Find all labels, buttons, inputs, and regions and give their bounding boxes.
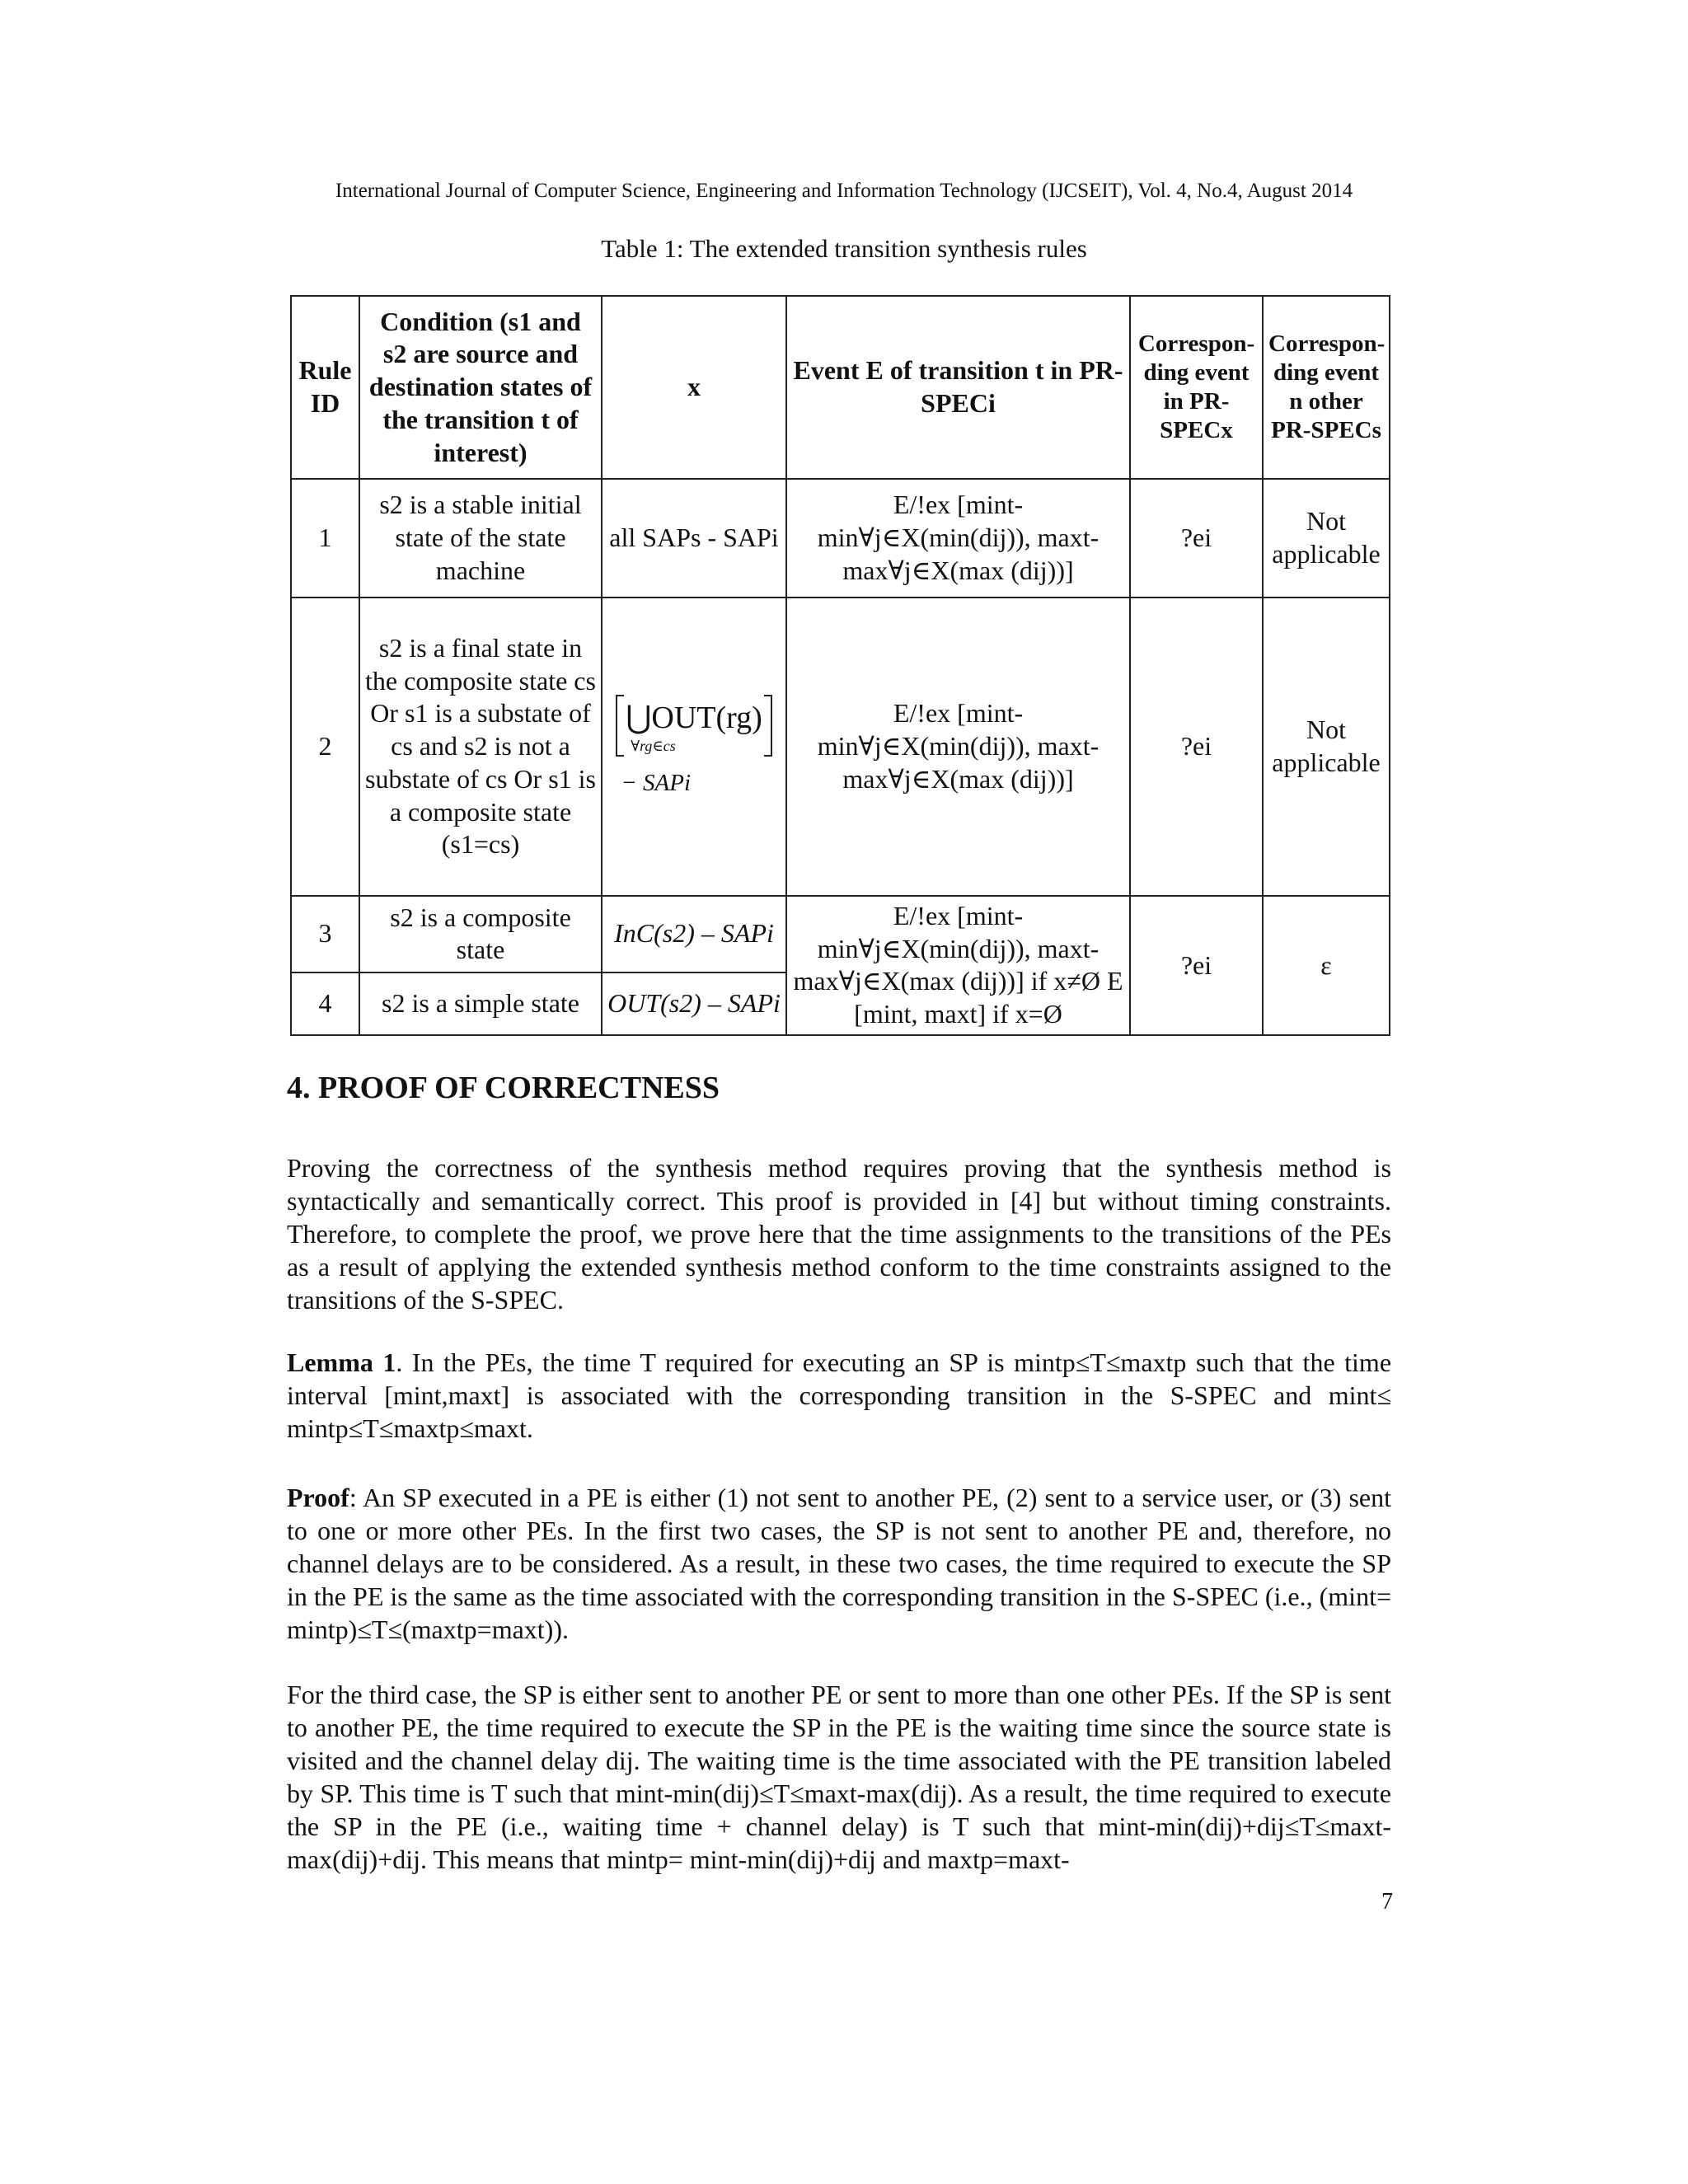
- union-subscript: ∀rg∈cs: [631, 737, 676, 754]
- lemma-label: Lemma 1: [287, 1347, 396, 1377]
- cell-rule-id: 2: [291, 598, 359, 896]
- header-event: Event E of transition t in PR-SPECi: [786, 296, 1130, 479]
- section-number: 4.: [287, 1071, 311, 1105]
- header-x: x: [602, 296, 786, 479]
- table-row: [291, 479, 1390, 598]
- cell-event: E/!ex [mint-min∀j∈X(min(dij)), maxt-max∀j∈X(max (dij))] if x≠Ø E [mint, maxt] if x=Ø: [786, 896, 1130, 1035]
- table-caption: Table 1: The extended transition synthesis rules: [601, 234, 1087, 263]
- cell-corr-other: ε: [1263, 896, 1390, 1035]
- union-symbol: ⋃OUT(rg): [626, 700, 762, 735]
- paragraph-intro: Proving the correctness of the synthesis method requires proving that the synthesis method is syntactically and semantically correct. This proof is provided in [4] but without timing constraints. Therefore, to complete the proof, we prove here that the time assignments to the transitions of the PEs as a result of applying the extended synthesis method conform to the time constraints assigned to the transitions of the S-SPEC.: [287, 1153, 1391, 1315]
- paragraph-proof: Proof: An SP executed in a PE is either (1) not sent to another PE, (2) sent to a service user, or (3) sent to one or more other PEs. In the first two cases, the SP is not sent to another PE and, therefore, no channel delays are to be considered. As a result, in these two cases, the time required to execute the SP in the PE is the same as the time associated with the corresponding transition in the S-SPEC (i.e., (mint= mintp)≤T≤(maxtp=maxt)).: [287, 1483, 1391, 1644]
- cell-event: E/!ex [mint-min∀j∈X(min(dij)), maxt-max∀j∈X(max (dij))]: [786, 479, 1130, 598]
- cell-condition: s2 is a final state in the composite state cs Or s1 is a substate of cs and s2 is not a substate of cs Or s1 is a composite state (s1=cs): [359, 598, 602, 896]
- header-corr-x: Correspon-ding event in PR-SPECx: [1130, 296, 1263, 479]
- paragraph-third-case: For the third case, the SP is either sent to another PE or sent to more than one other PEs. If the SP is sent to another PE, the time required to execute the SP in the PE is the waiting time since the source state is visited and the channel delay dij. The waiting time is the time associated with the PE transition labeled by SP. This time is T such that mint-min(dij)≤T≤maxt-max(dij). As a result, the time required to execute the SP in the PE (i.e., waiting time + channel delay) is T such that mint-min(dij)+dij≤T≤maxt-max(dij)+dij. This means that mintp= mint-min(dij)+dij and maxtp=maxt-: [287, 1680, 1391, 1874]
- cell-condition: s2 is a simple state: [359, 972, 602, 1035]
- lemma-text: In the PEs, the time T required for executing an SP is mintp≤T≤maxtp such that the time interval [mint,maxt] is associated with the corresponding transition in the S-SPEC and mint≤ mintp≤T≤maxtp≤maxt.: [287, 1347, 1392, 1443]
- synthesis-rules-table: [290, 295, 1390, 1036]
- table-row: [291, 598, 1390, 896]
- cell-x: InC(s2) – SAPi: [602, 896, 786, 972]
- union-tail: − SAPi: [621, 770, 692, 797]
- bracket: [616, 695, 772, 757]
- cell-corr-other: Not applicable: [1263, 479, 1390, 598]
- cell-rule-id: 4: [291, 972, 359, 1035]
- header-rule-id: Rule ID: [291, 296, 359, 479]
- running-header: International Journal of Computer Science, Engineering and Information Technology (IJCSEIT), Vol. 4, No.4, August 2014: [335, 180, 1353, 202]
- cell-rule-id: 3: [291, 896, 359, 972]
- section-title: PROOF OF CORRECTNESS: [318, 1071, 720, 1105]
- union-expression: [616, 695, 772, 798]
- cell-x: OUT(s2) – SAPi: [602, 972, 786, 1035]
- cell-corr-x: ?ei: [1130, 896, 1263, 1035]
- table-header-row: [291, 296, 1390, 479]
- cell-corr-x: ?ei: [1130, 479, 1263, 598]
- header-corr-other: Correspon-ding event n other PR-SPECs: [1263, 296, 1390, 479]
- cell-x: all SAPs - SAPi: [602, 479, 786, 598]
- cell-corr-x: ?ei: [1130, 598, 1263, 896]
- page-number: 7: [1381, 1889, 1393, 1915]
- cell-rule-id: 1: [291, 479, 359, 598]
- cell-condition: s2 is a stable initial state of the state machine: [359, 479, 602, 598]
- proof-label: Proof: [287, 1483, 349, 1512]
- cell-condition: s2 is a composite state: [359, 896, 602, 972]
- section-heading: [287, 1070, 720, 1106]
- header-condition: Condition (s1 and s2 are source and destination states of the transition t of interest): [359, 296, 602, 479]
- cell-corr-other: Not applicable: [1263, 598, 1390, 896]
- cell-event: E/!ex [mint-min∀j∈X(min(dij)), maxt-max∀j∈X(max (dij))]: [786, 598, 1130, 896]
- table-row: [291, 896, 1390, 972]
- paragraph-lemma: Lemma 1. In the PEs, the time T required for executing an SP is mintp≤T≤maxtp such that the time interval [mint,maxt] is associated with the corresponding transition in the S-SPEC and mint≤ mintp≤T≤maxtp≤maxt.: [287, 1347, 1392, 1443]
- proof-text: An SP executed in a PE is either (1) not sent to another PE, (2) sent to a service user, or (3) sent to one or more other PEs. In the first two cases, the SP is not sent to another PE and, therefore, no channel delays are to be considered. As a result, in these two cases, the time required to execute the SP in the PE is the same as the time associated with the corresponding transition in the S-SPEC (i.e., (mint= mintp)≤T≤(maxtp=maxt)).: [287, 1483, 1391, 1644]
- cell-x: [602, 598, 786, 896]
